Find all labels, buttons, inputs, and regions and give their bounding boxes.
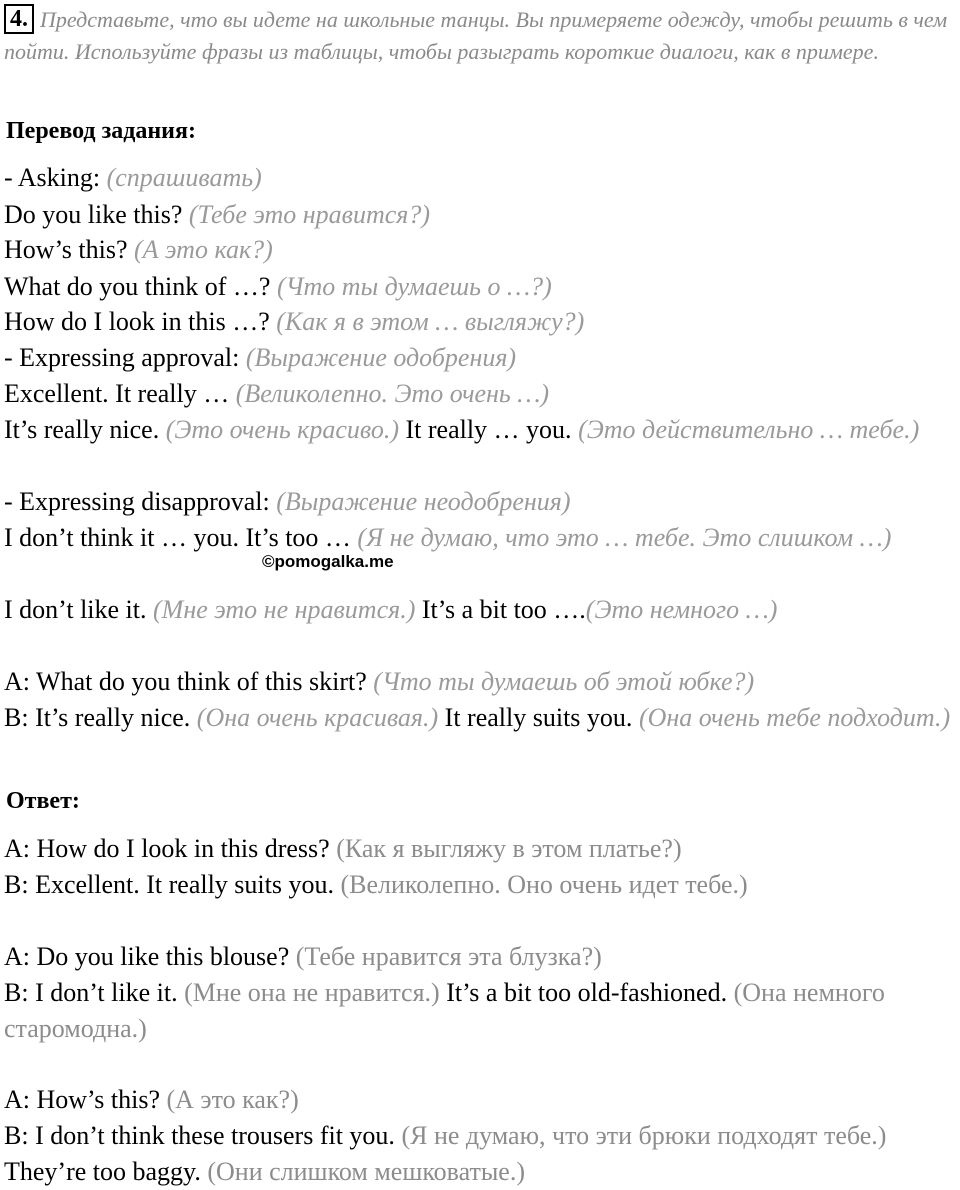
english-phrase: B: I don’t like it.	[4, 978, 185, 1007]
english-phrase: A: How’s this?	[4, 1085, 167, 1114]
english-phrase: B: I don’t think these trousers fit you.	[4, 1121, 402, 1150]
russian-translation: (Великолепно. Оно очень идет тебе.)	[340, 870, 748, 899]
answer-line	[4, 867, 959, 903]
russian-translation: (Выражение неодобрения)	[276, 487, 571, 516]
translation-line	[4, 520, 959, 556]
russian-translation: (Это очень красиво.)	[165, 415, 399, 444]
english-phrase: It really … you.	[398, 415, 579, 444]
translation-line	[4, 340, 959, 376]
answer-heading: Ответ:	[6, 788, 80, 814]
russian-translation: (Выражение одобрения)	[245, 343, 517, 372]
translation-line	[4, 197, 959, 233]
russian-translation: (Мне это не нравится.)	[153, 595, 416, 624]
english-phrase: Excellent. It really …	[4, 379, 236, 408]
russian-translation: (Великолепно. Это очень …)	[235, 379, 550, 408]
english-phrase: How’s this?	[4, 235, 134, 264]
answer-line	[4, 1118, 959, 1190]
english-phrase: - Expressing approval:	[4, 343, 246, 372]
russian-translation: (Как я в этом … выгляжу?)	[276, 307, 585, 336]
answer-line	[4, 1082, 959, 1118]
english-phrase: I don’t like it.	[4, 595, 154, 624]
english-phrase: It’s a bit too old-fashioned.	[439, 978, 734, 1007]
translation-line	[4, 412, 959, 448]
english-phrase: A: What do you think of this skirt?	[4, 667, 374, 696]
example-line	[4, 700, 959, 736]
english-phrase: B: Excellent. It really suits you.	[4, 870, 341, 899]
english-phrase: - Expressing disapproval:	[4, 487, 277, 516]
english-phrase: I don’t think it … you. It’s too …	[4, 523, 358, 552]
russian-translation: (Тебе это нравится?)	[188, 200, 431, 229]
answer-line	[4, 831, 959, 867]
english-phrase: What do you think of …?	[4, 272, 277, 301]
russian-translation: (Я не думаю, что эти брюки подходят тебе.)	[401, 1121, 887, 1150]
russian-translation: (Тебе нравится эта блузка?)	[295, 942, 602, 971]
example-line	[4, 664, 959, 700]
translation-line	[4, 304, 959, 340]
russian-translation: (Как я выгляжу в этом платье?)	[336, 834, 682, 863]
translation-heading: Перевод задания:	[6, 118, 196, 144]
russian-translation: (Она немного старомодна.)	[4, 978, 885, 1043]
russian-translation: (Мне она не нравится.)	[184, 978, 440, 1007]
russian-translation: (Это действительно … тебе.)	[578, 415, 920, 444]
russian-translation: (Я не думаю, что это … тебе. Это слишком …)	[357, 523, 892, 552]
task-instruction	[4, 4, 954, 68]
russian-translation: (А это как?)	[134, 235, 273, 264]
watermark: ©pomogalka.me	[262, 552, 394, 571]
russian-translation: (Они слишком мешковатые.)	[207, 1157, 525, 1186]
answer-line	[4, 975, 959, 1047]
english-phrase: - Asking:	[4, 163, 107, 192]
english-phrase: B: It’s really nice.	[4, 703, 197, 732]
translation-line	[4, 232, 959, 268]
task-instruction-text: Представьте, что вы идете на школьные танцы. Вы примеряете одежду, чтобы решить в чем пойти. Используйте фразы из таблицы, чтобы разыграть короткие диалоги, как в примере.	[4, 7, 948, 64]
russian-translation: (Что ты думаешь о …?)	[276, 272, 552, 301]
english-phrase: It really suits you.	[438, 703, 639, 732]
russian-translation: (Она очень тебе подходит.)	[638, 703, 951, 732]
russian-translation: (А это как?)	[166, 1085, 299, 1114]
english-phrase: Do you like this?	[4, 200, 189, 229]
translation-line	[4, 484, 959, 520]
russian-translation: (Это немного …)	[585, 595, 778, 624]
english-phrase: It’s a bit too ….	[415, 595, 586, 624]
translation-line	[4, 269, 959, 305]
english-phrase: They’re too baggy.	[4, 1157, 208, 1186]
russian-translation: (спрашивать)	[106, 163, 262, 192]
translation-line	[4, 376, 959, 412]
english-phrase: It’s really nice.	[4, 415, 166, 444]
task-number: 4.	[4, 4, 34, 34]
english-phrase: How do I look in this …?	[4, 307, 277, 336]
russian-translation: (Она очень красивая.)	[196, 703, 439, 732]
answer-line	[4, 939, 959, 975]
translation-line	[4, 160, 959, 196]
english-phrase: A: Do you like this blouse?	[4, 942, 296, 971]
english-phrase: A: How do I look in this dress?	[4, 834, 337, 863]
russian-translation: (Что ты думаешь об этой юбке?)	[373, 667, 755, 696]
translation-line	[4, 592, 959, 628]
